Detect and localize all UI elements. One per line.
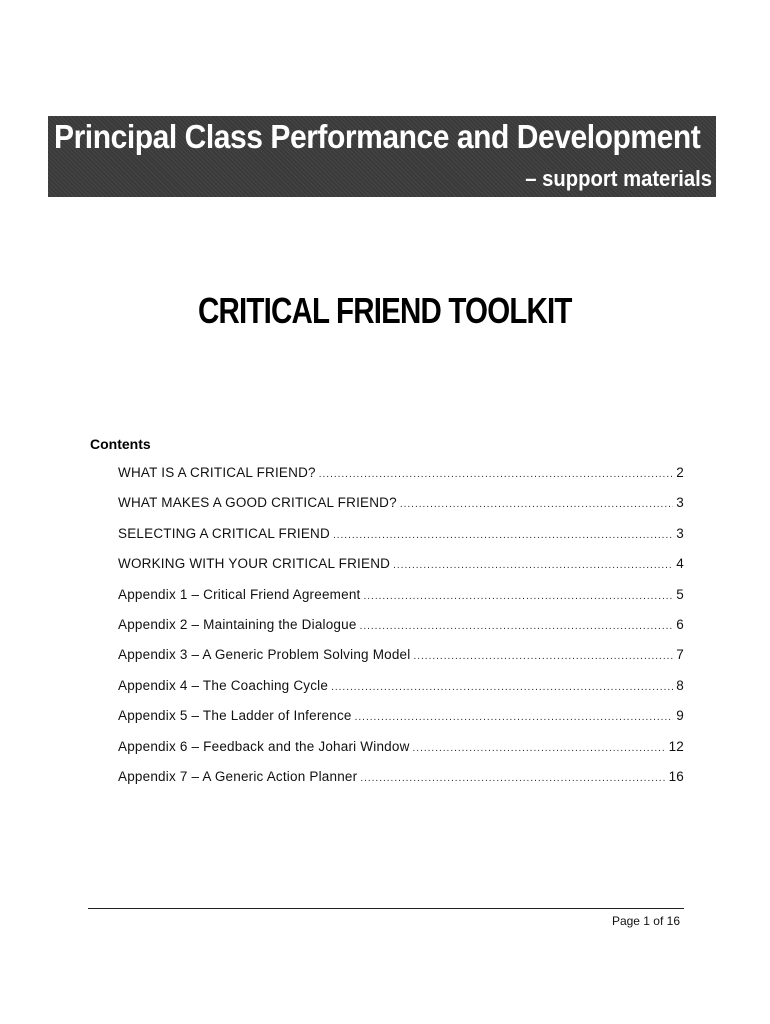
toc-leader-dots — [400, 499, 673, 510]
document-title — [0, 290, 770, 332]
toc-entry[interactable] — [118, 526, 684, 556]
toc-entry-label: Appendix 4 – The Coaching Cycle — [118, 677, 329, 693]
toc-entry-label: WHAT IS A CRITICAL FRIEND? — [118, 465, 316, 480]
toc-leader-dots — [355, 712, 674, 723]
toc-entry-page: 9 — [676, 708, 684, 724]
toc-leader-dots — [333, 530, 673, 541]
toc-entry[interactable] — [118, 739, 684, 769]
toc-leader-dots — [363, 591, 673, 602]
toc-leader-dots — [360, 621, 674, 632]
toc-entry-page: 16 — [668, 768, 684, 784]
toc-entry-label: Appendix 5 – The Ladder of Inference — [118, 708, 352, 724]
header-banner — [48, 116, 716, 197]
page-number: Page 1 of 16 — [611, 914, 680, 928]
toc-leader-dots — [413, 651, 673, 662]
contents-heading: Contents — [90, 436, 151, 452]
toc-entry-page: 7 — [676, 647, 684, 663]
toc-entry-label: WORKING WITH YOUR CRITICAL FRIEND — [118, 556, 391, 572]
toc-entry-page: 3 — [676, 525, 684, 541]
toc-entry-label: Appendix 7 – A Generic Action Planner — [118, 768, 358, 784]
toc-entry-label: Appendix 2 – Maintaining the Dialogue — [118, 616, 357, 632]
toc-entry-page: 4 — [676, 556, 684, 572]
table-of-contents — [118, 465, 684, 799]
toc-entry-label: Appendix 3 – A Generic Problem Solving Model — [118, 647, 411, 663]
toc-leader-dots — [360, 773, 665, 784]
toc-entry[interactable] — [118, 678, 684, 708]
toc-entry-label: Appendix 1 – Critical Friend Agreement — [118, 586, 361, 602]
toc-leader-dots — [319, 469, 674, 480]
toc-entry-label: Appendix 6 – Feedback and the Johari Window — [118, 738, 410, 754]
toc-entry-page: 5 — [676, 586, 684, 602]
banner-title: Principal Class Performance and Development — [54, 118, 701, 155]
toc-entry-page: 12 — [668, 738, 684, 754]
document-title-text: CRITICAL FRIEND TOOLKIT — [198, 290, 572, 331]
toc-leader-dots — [331, 682, 673, 693]
toc-entry[interactable] — [118, 708, 684, 738]
toc-entry-page: 3 — [676, 495, 684, 511]
toc-entry[interactable] — [118, 556, 684, 586]
footer-divider — [88, 908, 684, 909]
toc-entry[interactable] — [118, 587, 684, 617]
toc-entry[interactable] — [118, 769, 684, 799]
toc-entry-page: 8 — [676, 677, 684, 693]
toc-entry-label: SELECTING A CRITICAL FRIEND — [118, 525, 330, 541]
banner-subtitle: – support materials — [525, 166, 712, 191]
toc-entry[interactable] — [118, 617, 684, 647]
toc-entry-page: 2 — [676, 465, 684, 480]
toc-entry[interactable] — [118, 495, 684, 525]
toc-entry-page: 6 — [676, 616, 684, 632]
toc-entry-label: WHAT MAKES A GOOD CRITICAL FRIEND? — [118, 495, 397, 511]
toc-leader-dots — [413, 743, 666, 754]
toc-entry[interactable] — [118, 647, 684, 677]
toc-leader-dots — [393, 560, 673, 571]
toc-entry[interactable] — [118, 465, 684, 495]
